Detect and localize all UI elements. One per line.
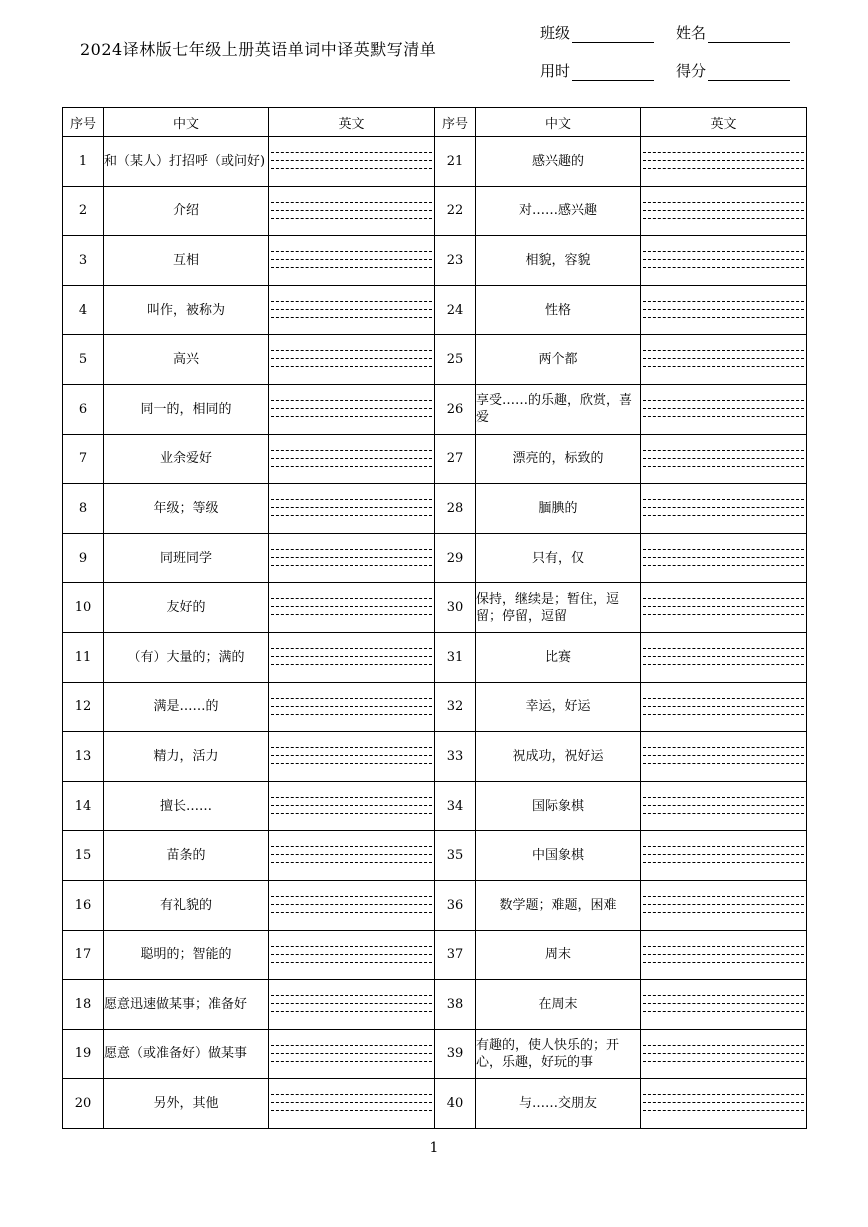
row-number: 36 [435, 880, 476, 930]
chinese-term: 保持，继续是；暂住，逗留；停留，逗留 [476, 583, 641, 633]
dashed-writing-line [643, 1003, 804, 1004]
chinese-term: 精力，活力 [104, 732, 269, 782]
english-answer-cell[interactable] [641, 1079, 807, 1129]
row-number: 24 [435, 285, 476, 335]
dashed-writing-line [271, 606, 432, 607]
dashed-writing-line [271, 747, 432, 748]
english-answer-cell[interactable] [269, 384, 435, 434]
dashed-writing-line [643, 565, 804, 566]
dashed-writing-line [271, 954, 432, 955]
english-answer-cell[interactable] [641, 781, 807, 831]
dashed-writing-line [271, 664, 432, 665]
chinese-term: 友好的 [104, 583, 269, 633]
dashed-writing-line [271, 714, 432, 715]
chinese-term: 周末 [476, 930, 641, 980]
dashed-writing-line [271, 946, 432, 947]
english-answer-cell[interactable] [269, 880, 435, 930]
dashed-writing-line [643, 317, 804, 318]
english-answer-cell[interactable] [641, 384, 807, 434]
page-number: 1 [429, 1140, 439, 1156]
dashed-writing-line [271, 904, 432, 905]
english-answer-cell[interactable] [269, 980, 435, 1030]
english-answer-cell[interactable] [641, 632, 807, 682]
dashed-writing-line [643, 1053, 804, 1054]
dashed-writing-line [643, 1094, 804, 1095]
row-number: 34 [435, 781, 476, 831]
dashed-writing-line [643, 499, 804, 500]
row-number: 29 [435, 533, 476, 583]
row-number: 39 [435, 1029, 476, 1079]
dashed-writing-line [271, 202, 432, 203]
dashed-writing-line [271, 267, 432, 268]
row-number: 10 [63, 583, 104, 633]
row-number: 18 [63, 980, 104, 1030]
dashed-writing-line [643, 168, 804, 169]
row-number: 28 [435, 484, 476, 534]
chinese-term: 和（某人）打招呼（或问好) [104, 137, 269, 187]
class-field [540, 22, 654, 43]
english-answer-cell[interactable] [269, 632, 435, 682]
dashed-writing-line [271, 862, 432, 863]
table-row [63, 137, 807, 187]
dashed-writing-line [643, 267, 804, 268]
chinese-term: 愿意（或准备好）做某事 [104, 1029, 269, 1079]
chinese-term: 互相 [104, 236, 269, 286]
dashed-writing-line [643, 797, 804, 798]
row-number: 8 [63, 484, 104, 534]
header-cn-left: 中文 [104, 108, 269, 137]
english-answer-cell[interactable] [269, 186, 435, 236]
header-num-right: 序号 [435, 108, 476, 137]
table-row [63, 632, 807, 682]
chinese-term: 有趣的，使人快乐的；开心，乐趣，好玩的事 [476, 1029, 641, 1079]
row-number: 20 [63, 1079, 104, 1129]
dashed-writing-line [271, 350, 432, 351]
english-answer-cell[interactable] [269, 533, 435, 583]
chinese-term: 与……交朋友 [476, 1079, 641, 1129]
score-field [676, 60, 790, 81]
dashed-writing-line [643, 515, 804, 516]
chinese-term: 擅长…… [104, 781, 269, 831]
table-row [63, 880, 807, 930]
table-header-row [63, 108, 807, 137]
chinese-term: 同班同学 [104, 533, 269, 583]
chinese-term: 同一的，相同的 [104, 384, 269, 434]
table-row [63, 583, 807, 633]
dashed-writing-line [271, 614, 432, 615]
row-number: 32 [435, 682, 476, 732]
chinese-term: 年级；等级 [104, 484, 269, 534]
dashed-writing-line [271, 1053, 432, 1054]
row-number: 15 [63, 831, 104, 881]
header-num-left: 序号 [63, 108, 104, 137]
dashed-writing-line [271, 416, 432, 417]
dashed-writing-line [643, 598, 804, 599]
dashed-writing-line [271, 1102, 432, 1103]
chinese-term: 对……感兴趣 [476, 186, 641, 236]
row-number: 5 [63, 335, 104, 385]
chinese-term: 漂亮的，标致的 [476, 434, 641, 484]
row-number: 16 [63, 880, 104, 930]
dashed-writing-line [643, 854, 804, 855]
chinese-term: 有礼貌的 [104, 880, 269, 930]
english-answer-cell[interactable] [269, 236, 435, 286]
score-label: 得分 [676, 62, 707, 80]
score-blank[interactable] [708, 64, 790, 81]
table-row [63, 236, 807, 286]
row-number: 25 [435, 335, 476, 385]
dashed-writing-line [271, 358, 432, 359]
row-number: 4 [63, 285, 104, 335]
dashed-writing-line [643, 896, 804, 897]
dashed-writing-line [643, 466, 804, 467]
dashed-writing-line [271, 805, 432, 806]
chinese-term: 感兴趣的 [476, 137, 641, 187]
dashed-writing-line [643, 862, 804, 863]
name-blank[interactable] [708, 26, 790, 43]
english-answer-cell[interactable] [641, 137, 807, 187]
row-number: 23 [435, 236, 476, 286]
dashed-writing-line [271, 648, 432, 649]
dashed-writing-line [271, 160, 432, 161]
dashed-writing-line [643, 664, 804, 665]
dashed-writing-line [271, 466, 432, 467]
dashed-writing-line [643, 698, 804, 699]
dashed-writing-line [271, 218, 432, 219]
english-answer-cell[interactable] [641, 732, 807, 782]
chinese-term: 两个都 [476, 335, 641, 385]
english-answer-cell[interactable] [269, 484, 435, 534]
dashed-writing-line [643, 507, 804, 508]
chinese-term: 在周末 [476, 980, 641, 1030]
dashed-writing-line [643, 416, 804, 417]
dashed-writing-line [271, 515, 432, 516]
row-number: 11 [63, 632, 104, 682]
dashed-writing-line [271, 458, 432, 459]
chinese-term: 高兴 [104, 335, 269, 385]
dashed-writing-line [271, 168, 432, 169]
english-answer-cell[interactable] [641, 583, 807, 633]
dashed-writing-line [271, 251, 432, 252]
table-row [63, 384, 807, 434]
header-en-right: 英文 [641, 108, 807, 137]
english-answer-cell[interactable] [269, 930, 435, 980]
dashed-writing-line [643, 400, 804, 401]
dashed-writing-line [643, 904, 804, 905]
dashed-writing-line [271, 259, 432, 260]
table-row [63, 533, 807, 583]
dashed-writing-line [271, 962, 432, 963]
dashed-writing-line [271, 797, 432, 798]
dashed-writing-line [643, 1011, 804, 1012]
english-answer-cell[interactable] [641, 434, 807, 484]
dashed-writing-line [643, 350, 804, 351]
time-label: 用时 [540, 62, 571, 80]
chinese-term: （有）大量的；满的 [104, 632, 269, 682]
row-number: 19 [63, 1029, 104, 1079]
row-number: 13 [63, 732, 104, 782]
dashed-writing-line [643, 259, 804, 260]
row-number: 9 [63, 533, 104, 583]
row-number: 26 [435, 384, 476, 434]
chinese-term: 业余爱好 [104, 434, 269, 484]
dashed-writing-line [271, 1094, 432, 1095]
english-answer-cell[interactable] [269, 1079, 435, 1129]
dashed-writing-line [643, 1102, 804, 1103]
chinese-term: 数学题；难题，困难 [476, 880, 641, 930]
dashed-writing-line [643, 309, 804, 310]
row-number: 1 [63, 137, 104, 187]
table-row [63, 980, 807, 1030]
dashed-writing-line [643, 755, 804, 756]
english-answer-cell[interactable] [641, 186, 807, 236]
dashed-writing-line [643, 1110, 804, 1111]
dashed-writing-line [271, 152, 432, 153]
dashed-writing-line [271, 408, 432, 409]
dashed-writing-line [271, 549, 432, 550]
table-row [63, 484, 807, 534]
row-number: 27 [435, 434, 476, 484]
english-answer-cell[interactable] [641, 682, 807, 732]
english-answer-cell[interactable] [269, 831, 435, 881]
dashed-writing-line [271, 698, 432, 699]
table-row [63, 732, 807, 782]
dashed-writing-line [643, 995, 804, 996]
dashed-writing-line [643, 614, 804, 615]
english-answer-cell[interactable] [641, 236, 807, 286]
row-number: 2 [63, 186, 104, 236]
dashed-writing-line [271, 309, 432, 310]
dashed-writing-line [271, 565, 432, 566]
english-answer-cell[interactable] [641, 880, 807, 930]
dashed-writing-line [643, 763, 804, 764]
row-number: 14 [63, 781, 104, 831]
row-number: 33 [435, 732, 476, 782]
chinese-term: 聪明的；智能的 [104, 930, 269, 980]
english-answer-cell[interactable] [641, 533, 807, 583]
dashed-writing-line [643, 450, 804, 451]
chinese-term: 另外，其他 [104, 1079, 269, 1129]
dashed-writing-line [271, 499, 432, 500]
dashed-writing-line [271, 1011, 432, 1012]
dashed-writing-line [271, 317, 432, 318]
dashed-writing-line [271, 656, 432, 657]
row-number: 30 [435, 583, 476, 633]
english-answer-cell[interactable] [641, 930, 807, 980]
table-body [63, 137, 807, 1129]
dashed-writing-line [271, 1061, 432, 1062]
chinese-term: 比赛 [476, 632, 641, 682]
english-answer-cell[interactable] [641, 980, 807, 1030]
row-number: 3 [63, 236, 104, 286]
chinese-term: 愿意迅速做某事；准备好 [104, 980, 269, 1030]
table-row [63, 186, 807, 236]
table-row [63, 434, 807, 484]
dashed-writing-line [643, 962, 804, 963]
row-number: 31 [435, 632, 476, 682]
dashed-writing-line [643, 946, 804, 947]
chinese-term: 享受……的乐趣，欣赏，喜爱 [476, 384, 641, 434]
dashed-writing-line [271, 755, 432, 756]
dashed-writing-line [643, 152, 804, 153]
table-row [63, 682, 807, 732]
chinese-term: 祝成功，祝好运 [476, 732, 641, 782]
chinese-term: 只有，仅 [476, 533, 641, 583]
time-blank[interactable] [572, 64, 654, 81]
dashed-writing-line [643, 912, 804, 913]
english-answer-cell[interactable] [269, 1029, 435, 1079]
dashed-writing-line [643, 813, 804, 814]
dashed-writing-line [271, 1003, 432, 1004]
english-answer-cell[interactable] [269, 583, 435, 633]
chinese-term: 国际象棋 [476, 781, 641, 831]
dashed-writing-line [643, 656, 804, 657]
chinese-term: 幸运，好运 [476, 682, 641, 732]
row-number: 35 [435, 831, 476, 881]
dashed-writing-line [643, 366, 804, 367]
dashed-writing-line [643, 954, 804, 955]
dashed-writing-line [271, 301, 432, 302]
header-en-left: 英文 [269, 108, 435, 137]
chinese-term: 叫作，被称为 [104, 285, 269, 335]
header-cn-right: 中文 [476, 108, 641, 137]
dashed-writing-line [271, 706, 432, 707]
dashed-writing-line [643, 549, 804, 550]
chinese-term: 性格 [476, 285, 641, 335]
dashed-writing-line [271, 507, 432, 508]
dashed-writing-line [271, 854, 432, 855]
row-number: 37 [435, 930, 476, 980]
row-number: 21 [435, 137, 476, 187]
dashed-writing-line [643, 458, 804, 459]
dashed-writing-line [643, 160, 804, 161]
english-answer-cell[interactable] [641, 831, 807, 881]
dashed-writing-line [643, 301, 804, 302]
dashed-writing-line [271, 366, 432, 367]
english-answer-cell[interactable] [641, 285, 807, 335]
row-number: 38 [435, 980, 476, 1030]
chinese-term: 苗条的 [104, 831, 269, 881]
chinese-term: 满是……的 [104, 682, 269, 732]
dashed-writing-line [271, 598, 432, 599]
dashed-writing-line [271, 557, 432, 558]
class-label: 班级 [540, 24, 571, 42]
dashed-writing-line [643, 846, 804, 847]
row-number: 17 [63, 930, 104, 980]
english-answer-cell[interactable] [269, 285, 435, 335]
dashed-writing-line [271, 210, 432, 211]
english-answer-cell[interactable] [641, 1029, 807, 1079]
table-row [63, 930, 807, 980]
table-row [63, 1079, 807, 1129]
english-answer-cell[interactable] [269, 335, 435, 385]
dashed-writing-line [643, 557, 804, 558]
class-blank[interactable] [572, 26, 654, 43]
dashed-writing-line [643, 648, 804, 649]
dashed-writing-line [643, 1061, 804, 1062]
dashed-writing-line [643, 747, 804, 748]
dashed-writing-line [643, 210, 804, 211]
dashed-writing-line [643, 714, 804, 715]
chinese-term: 腼腆的 [476, 484, 641, 534]
english-answer-cell[interactable] [269, 781, 435, 831]
dashed-writing-line [643, 1045, 804, 1046]
table-row [63, 1029, 807, 1079]
name-field [676, 22, 790, 43]
dashed-writing-line [643, 202, 804, 203]
dashed-writing-line [271, 763, 432, 764]
chinese-term: 中国象棋 [476, 831, 641, 881]
english-answer-cell[interactable] [641, 484, 807, 534]
row-number: 12 [63, 682, 104, 732]
english-answer-cell[interactable] [269, 137, 435, 187]
table-row [63, 831, 807, 881]
page-title: 2024译林版七年级上册英语单词中译英默写清单 [80, 40, 437, 59]
name-label: 姓名 [676, 24, 707, 42]
english-answer-cell[interactable] [641, 335, 807, 385]
english-answer-cell[interactable] [269, 682, 435, 732]
dashed-writing-line [643, 606, 804, 607]
english-answer-cell[interactable] [269, 732, 435, 782]
dashed-writing-line [643, 706, 804, 707]
dashed-writing-line [643, 805, 804, 806]
chinese-term: 介绍 [104, 186, 269, 236]
dashed-writing-line [271, 846, 432, 847]
row-number: 7 [63, 434, 104, 484]
dashed-writing-line [271, 813, 432, 814]
dashed-writing-line [643, 408, 804, 409]
dashed-writing-line [271, 400, 432, 401]
dashed-writing-line [271, 1110, 432, 1111]
table-row [63, 781, 807, 831]
dashed-writing-line [643, 251, 804, 252]
english-answer-cell[interactable] [269, 434, 435, 484]
dashed-writing-line [271, 450, 432, 451]
row-number: 40 [435, 1079, 476, 1129]
row-number: 6 [63, 384, 104, 434]
dashed-writing-line [271, 995, 432, 996]
time-field [540, 60, 654, 81]
dashed-writing-line [643, 218, 804, 219]
chinese-term: 相貌，容貌 [476, 236, 641, 286]
vocabulary-table [62, 107, 807, 1129]
table-row [63, 335, 807, 385]
dashed-writing-line [271, 1045, 432, 1046]
row-number: 22 [435, 186, 476, 236]
dashed-writing-line [643, 358, 804, 359]
dashed-writing-line [271, 896, 432, 897]
dashed-writing-line [271, 912, 432, 913]
table-row [63, 285, 807, 335]
